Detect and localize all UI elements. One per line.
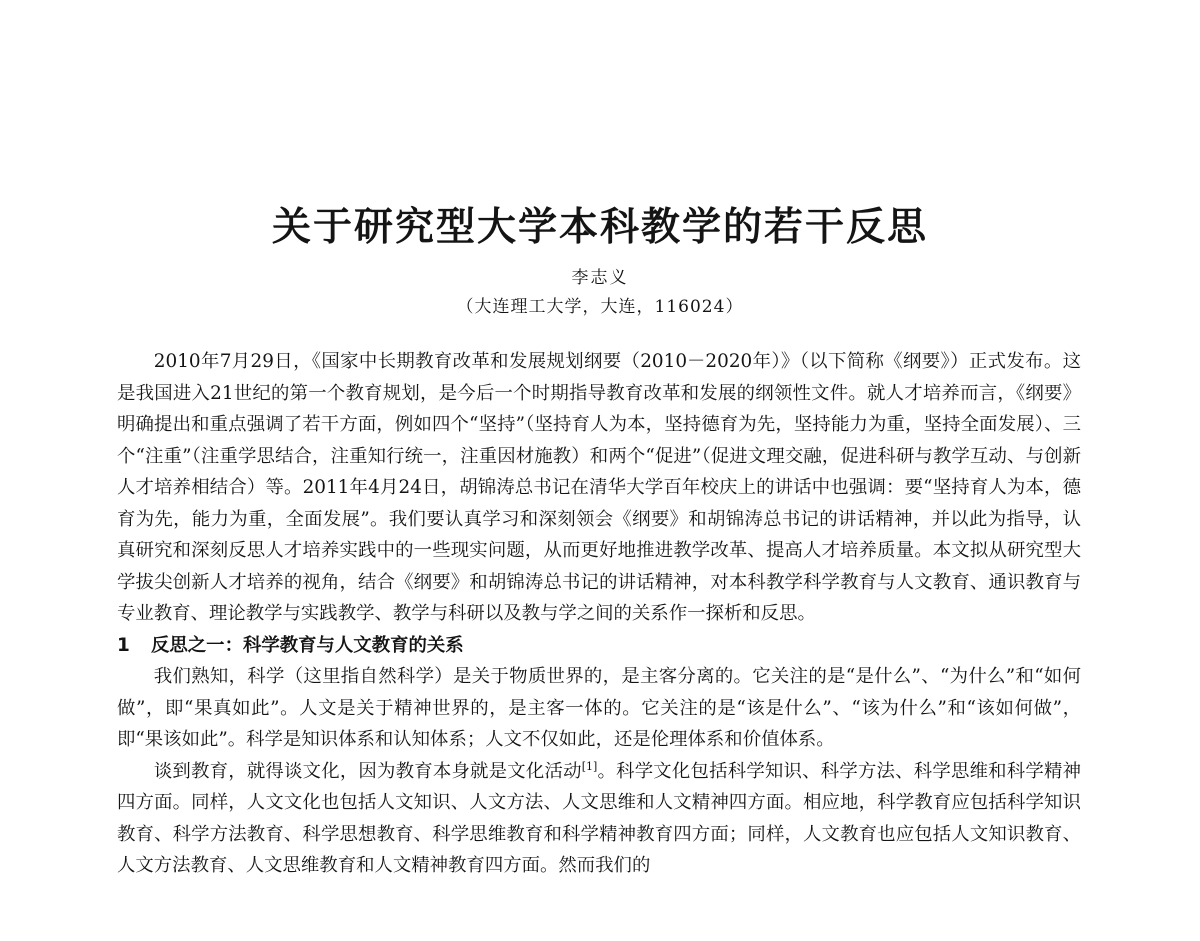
section-number: 1 [117, 634, 130, 656]
paragraph-text-before-citation: 谈到教育，就得谈文化，因为教育本身就是文化活动 [153, 760, 582, 782]
author-name: 李志义 [571, 268, 629, 288]
paper-body [117, 346, 1081, 882]
intro-paragraph: 2010年7月29日，《国家中长期教育改革和发展规划纲要（2010－2020年）》（以下简称《纲要》）正式发布。这是我国进入21世纪的第一个教育规划，是今后一个时期指导教育改革和发展的纲领性文件。就人才培养而言，《纲要》明确提出和重点强调了若干方面，例如四个“坚持”（坚持育人为本，坚持德育为先，坚持能力为重，坚持全面发展）、三个“注重”（注重学思结合，注重知行统一，注重因材施教）和两个“促进”（促进文理交融，促进科研与教学互动、与创新人才培养相结合）等。2011年4月24日，胡锦涛总书记在清华大学百年校庆上的讲话中也强调：要“坚持育人为本，德育为先，能力为重，全面发展”。我们要认真学习和深刻领会《纲要》和胡锦涛总书记的讲话精神，并以此为指导，认真研究和深刻反思人才培养实践中的一些现实问题，从而更好地推进教学改革、提高人才培养质量。本文拟从研究型大学拔尖创新人才培养的视角，结合《纲要》和胡锦涛总书记的讲话精神，对本科教学科学教育与人文教育、通识教育与专业教育、理论教学与实践教学、教学与科研以及教与学之间的关系作一探析和反思。 [117, 351, 1081, 624]
section-paragraph-1: 我们熟知，科学（这里指自然科学）是关于物质世界的，是主客分离的。它关注的是“是什么”、“为什么”和“如何做”，即“果真如此”。人文是关于精神世界的，是主客一体的。它关注的是“该是什么”、“该为什么”和“该如何做”，即“果该如此”。科学是知识体系和认知体系；人文不仅如此，还是伦理体系和价值体系。 [117, 666, 1081, 750]
paragraph-text-after-citation: 。科学文化包括科学知识、科学方法、科学思维和科学精神四方面。同样，人文文化也包括人文知识、人文方法、人文思维和人文精神四方面。相应地，科学教育应包括科学知识教育、科学方法教育、科学思想教育、科学思维教育和科学精神教育四方面；同样，人文教育也应包括人文知识教育、人文方法教育、人文思维教育和人文精神教育四方面。然而我们的 [117, 760, 1081, 876]
citation-reference: [1] [581, 759, 598, 773]
paper-title: 关于研究型大学本科教学的若干反思 [271, 205, 928, 250]
section-title: 反思之一：科学教育与人文教育的关系 [151, 634, 464, 656]
section-heading [117, 630, 1081, 662]
section-paragraph-2 [117, 756, 1081, 882]
author-affiliation: （大连理工大学，大连，116024） [456, 297, 744, 317]
